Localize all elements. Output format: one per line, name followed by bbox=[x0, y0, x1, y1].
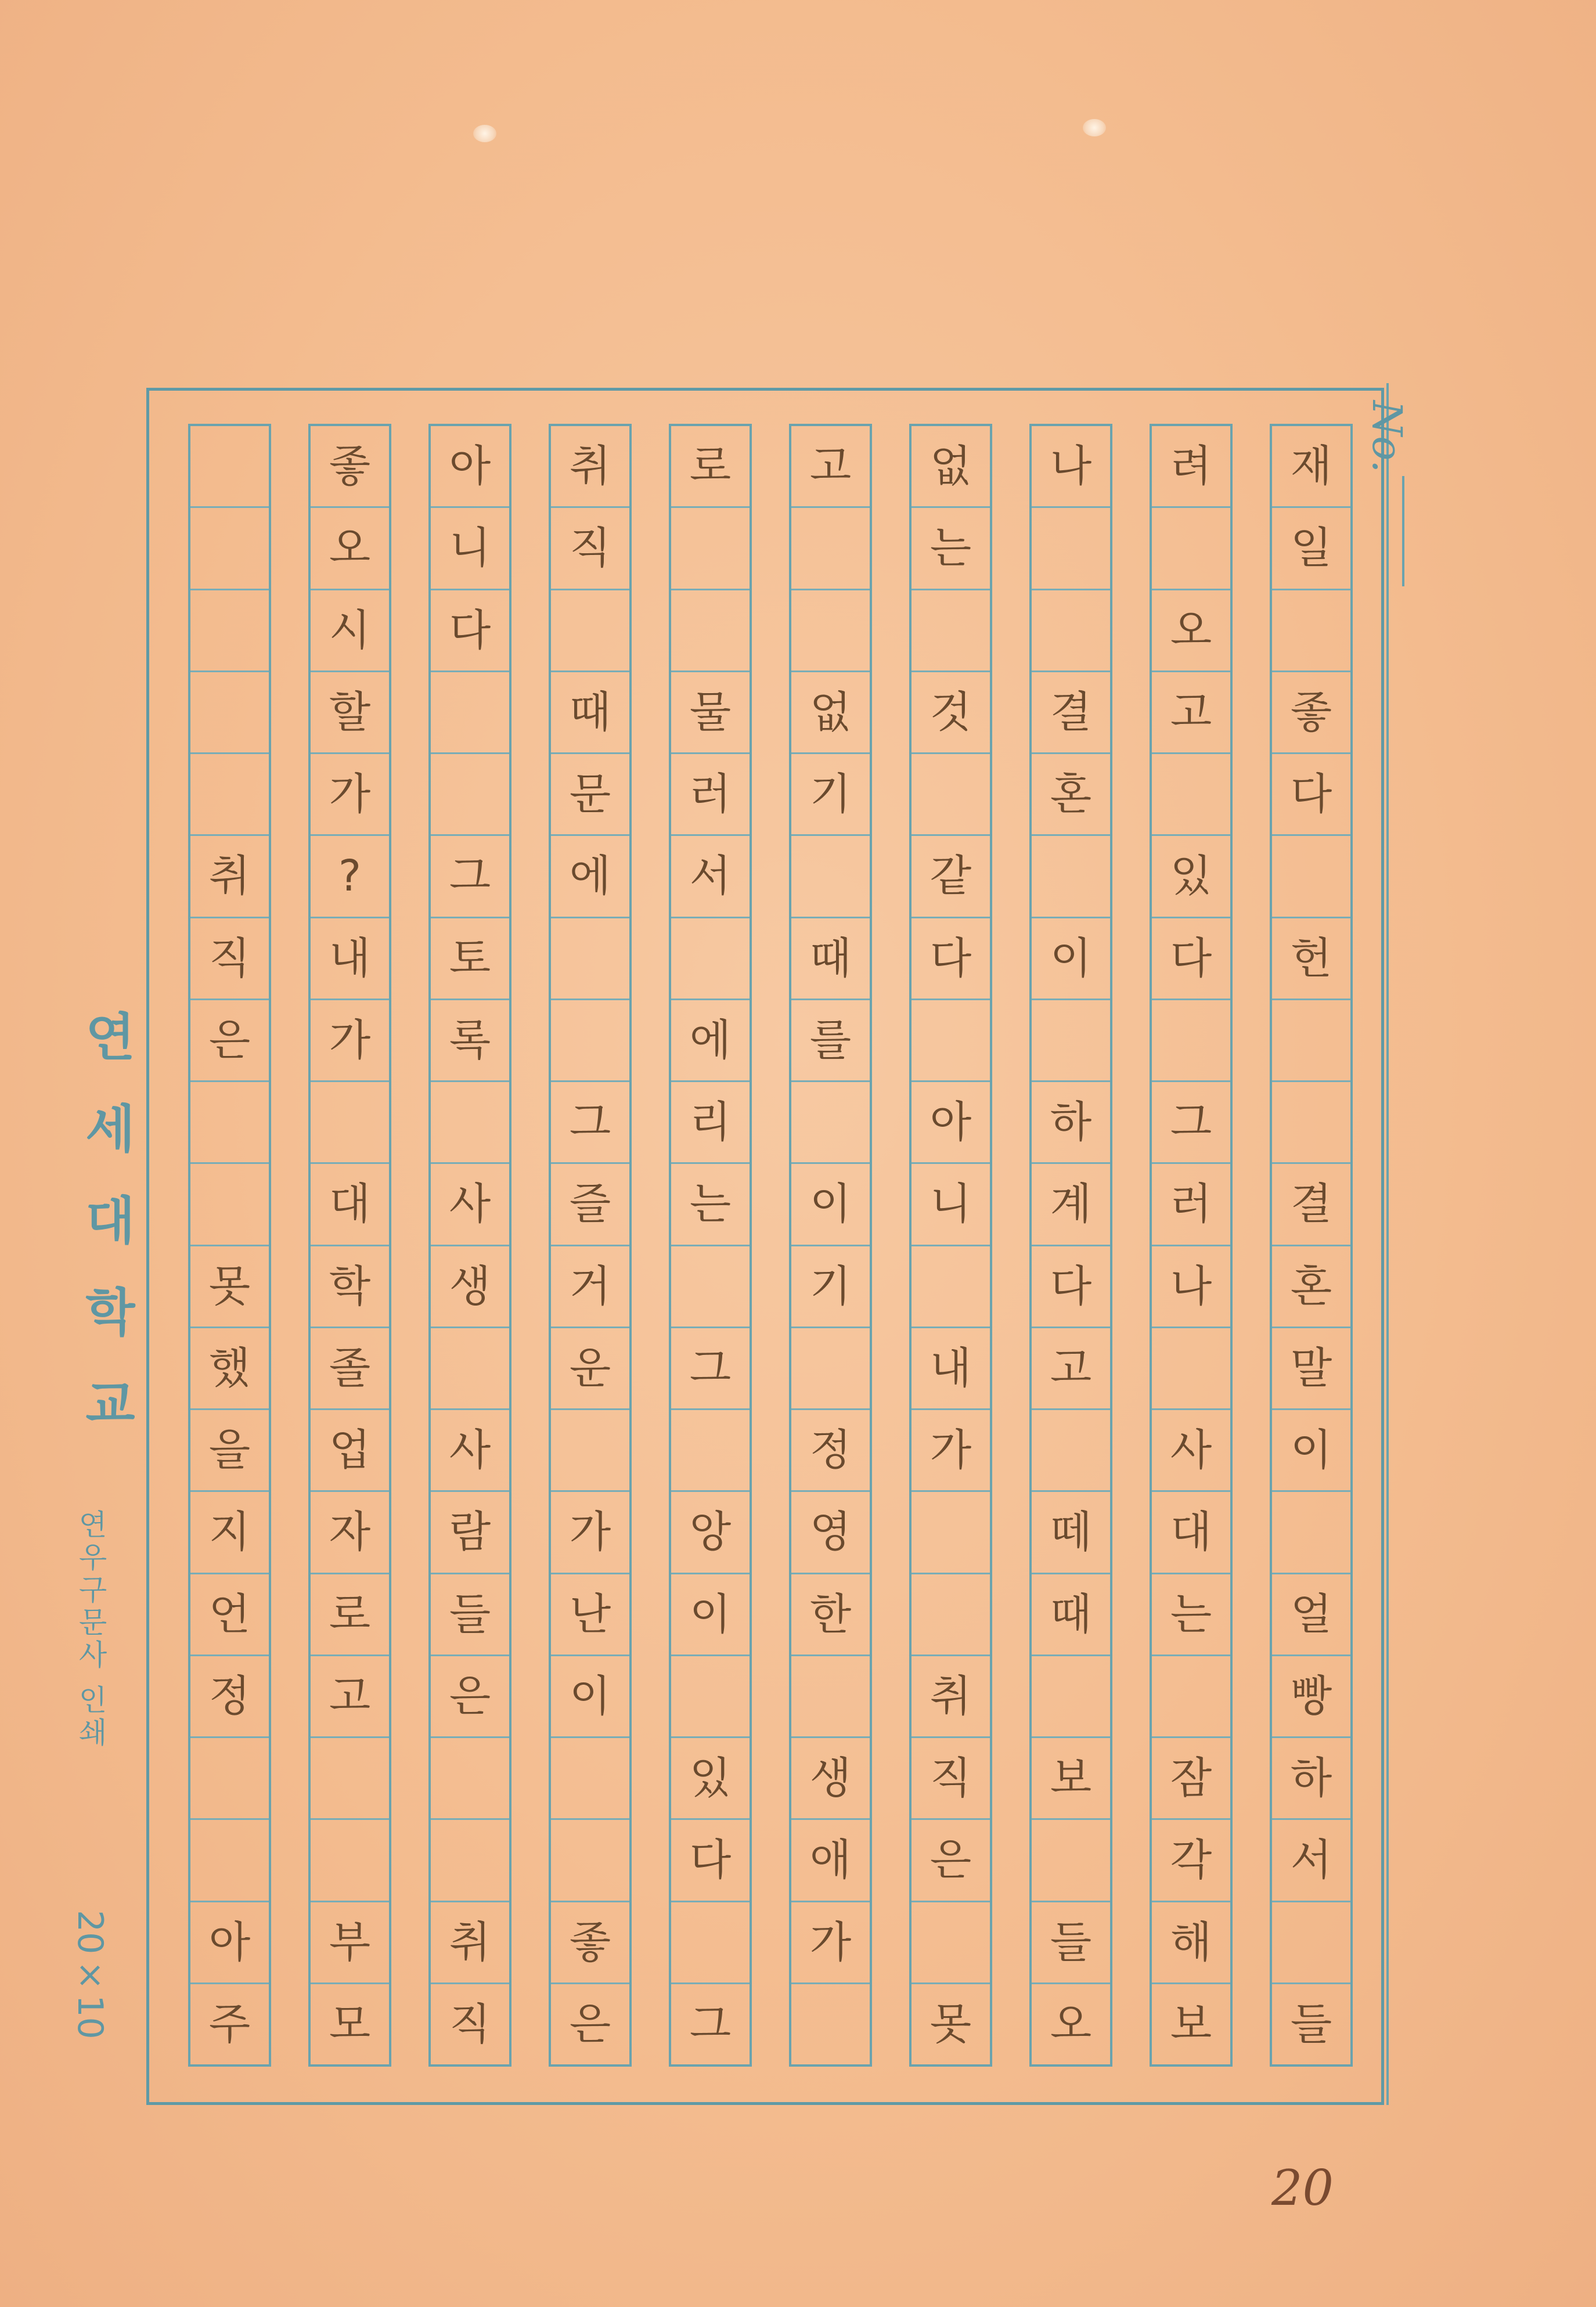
manuscript-cell bbox=[190, 1164, 269, 1246]
manuscript-cell bbox=[1152, 754, 1230, 836]
manuscript-cell: 일 bbox=[1272, 508, 1350, 590]
manuscript-cell bbox=[551, 1410, 629, 1492]
manuscript-cell: 이 bbox=[1032, 918, 1110, 1000]
manuscript-cell bbox=[1032, 836, 1110, 918]
manuscript-cell bbox=[1032, 508, 1110, 590]
manuscript-column bbox=[188, 424, 271, 2067]
manuscript-cell bbox=[791, 1656, 870, 1738]
manuscript-cell: 할 bbox=[311, 672, 389, 754]
manuscript-cell bbox=[912, 754, 990, 836]
manuscript-cell: 다 bbox=[431, 590, 509, 672]
manuscript-cell: 해 bbox=[1152, 1902, 1230, 1984]
manuscript-cell: 다 bbox=[912, 918, 990, 1000]
manuscript-cell bbox=[912, 1574, 990, 1656]
manuscript-cell: 가 bbox=[311, 1000, 389, 1082]
manuscript-cell: 다 bbox=[1032, 1246, 1110, 1328]
manuscript-cell: 사 bbox=[431, 1164, 509, 1246]
manuscript-cell bbox=[1272, 1902, 1350, 1984]
manuscript-cell: 에 bbox=[671, 1000, 750, 1082]
manuscript-cell: 가 bbox=[912, 1410, 990, 1492]
manuscript-cell: 취 bbox=[431, 1902, 509, 1984]
manuscript-cell bbox=[190, 426, 269, 508]
manuscript-cell bbox=[791, 1984, 870, 2064]
manuscript-cell: 하 bbox=[1272, 1738, 1350, 1820]
manuscript-cell: 없 bbox=[791, 672, 870, 754]
manuscript-cell bbox=[1032, 590, 1110, 672]
manuscript-cell bbox=[551, 1000, 629, 1082]
manuscript-column bbox=[428, 424, 511, 2067]
manuscript-cell: 그 bbox=[431, 836, 509, 918]
manuscript-cell: 한 bbox=[791, 1574, 870, 1656]
manuscript-cell: 그 bbox=[671, 1328, 750, 1410]
manuscript-cell: 즐 bbox=[551, 1164, 629, 1246]
manuscript-cell: 그 bbox=[1152, 1082, 1230, 1164]
manuscript-cell: 들 bbox=[1032, 1902, 1110, 1984]
manuscript-cell bbox=[671, 1246, 750, 1328]
manuscript-cell bbox=[791, 1328, 870, 1410]
manuscript-cell: 니 bbox=[431, 508, 509, 590]
manuscript-cell: 러 bbox=[1152, 1164, 1230, 1246]
manuscript-cell bbox=[912, 1492, 990, 1574]
manuscript-cell: 내 bbox=[912, 1328, 990, 1410]
manuscript-cell: 좋 bbox=[1272, 672, 1350, 754]
manuscript-cell bbox=[1272, 1492, 1350, 1574]
manuscript-cell: 것 bbox=[912, 672, 990, 754]
manuscript-cell: 때 bbox=[791, 918, 870, 1000]
manuscript-column bbox=[1150, 424, 1233, 2067]
manuscript-cell: 록 bbox=[431, 1000, 509, 1082]
manuscript-cell: 다 bbox=[1152, 918, 1230, 1000]
manuscript-cell: 운 bbox=[551, 1328, 629, 1410]
manuscript-cell: 려 bbox=[1152, 426, 1230, 508]
manuscript-cell: 그 bbox=[551, 1082, 629, 1164]
manuscript-cell: 없 bbox=[912, 426, 990, 508]
manuscript-cell: 아 bbox=[912, 1082, 990, 1164]
manuscript-cell bbox=[551, 1738, 629, 1820]
manuscript-grid bbox=[174, 424, 1353, 2067]
manuscript-cell: 고 bbox=[1032, 1328, 1110, 1410]
manuscript-cell bbox=[791, 1082, 870, 1164]
manuscript-cell bbox=[190, 672, 269, 754]
manuscript-cell: 영 bbox=[791, 1492, 870, 1574]
manuscript-cell: 가 bbox=[791, 1902, 870, 1984]
manuscript-cell: 문 bbox=[551, 754, 629, 836]
manuscript-cell: 그 bbox=[689, 1999, 732, 2049]
manuscript-cell: 있 bbox=[671, 1738, 750, 1820]
manuscript-cell: 애 bbox=[791, 1820, 870, 1902]
manuscript-cell: 못 bbox=[930, 1999, 972, 2049]
manuscript-cell: 빵 bbox=[1272, 1656, 1350, 1738]
manuscript-cell: 부 bbox=[311, 1902, 389, 1984]
manuscript-cell: 같 bbox=[912, 836, 990, 918]
manuscript-cell bbox=[671, 508, 750, 590]
manuscript-column bbox=[1029, 424, 1112, 2067]
manuscript-cell bbox=[791, 508, 870, 590]
manuscript-column bbox=[308, 424, 391, 2067]
manuscript-cell bbox=[431, 672, 509, 754]
manuscript-cell bbox=[1152, 1656, 1230, 1738]
manuscript-cell bbox=[431, 1738, 509, 1820]
manuscript-cell: 좋 bbox=[311, 426, 389, 508]
manuscript-cell: 나 bbox=[1032, 426, 1110, 508]
manuscript-cell bbox=[671, 1410, 750, 1492]
manuscript-cell: 토 bbox=[431, 918, 509, 1000]
manuscript-cell bbox=[1032, 1000, 1110, 1082]
manuscript-cell: 이 bbox=[791, 1164, 870, 1246]
manuscript-cell: 취 bbox=[912, 1656, 990, 1738]
manuscript-cell: 못 bbox=[190, 1246, 269, 1328]
manuscript-cell bbox=[551, 590, 629, 672]
university-name: 연세대학교 bbox=[77, 1010, 136, 1469]
manuscript-cell: 서 bbox=[671, 836, 750, 918]
manuscript-cell: 니 bbox=[912, 1164, 990, 1246]
page-number: 20 bbox=[1271, 2160, 1334, 2216]
manuscript-cell: 이 bbox=[551, 1656, 629, 1738]
manuscript-cell: 결 bbox=[1272, 1164, 1350, 1246]
manuscript-cell: 직 bbox=[912, 1738, 990, 1820]
manuscript-cell: 리 bbox=[671, 1082, 750, 1164]
manuscript-cell bbox=[671, 1902, 750, 1984]
manuscript-cell: 은 bbox=[431, 1656, 509, 1738]
manuscript-cell: 오 bbox=[311, 508, 389, 590]
manuscript-cell bbox=[1032, 1820, 1110, 1902]
manuscript-cell: 보 bbox=[1170, 1999, 1212, 2049]
manuscript-cell: 정 bbox=[190, 1656, 269, 1738]
manuscript-cell: 하 bbox=[1032, 1082, 1110, 1164]
manuscript-column bbox=[1270, 424, 1353, 2067]
manuscript-cell: 은 bbox=[190, 1000, 269, 1082]
manuscript-cell bbox=[671, 1656, 750, 1738]
manuscript-cell: 아 bbox=[431, 426, 509, 508]
manuscript-cell bbox=[1032, 1410, 1110, 1492]
manuscript-cell bbox=[431, 1082, 509, 1164]
manuscript-cell bbox=[912, 1902, 990, 1984]
manuscript-cell: 취 bbox=[551, 426, 629, 508]
manuscript-cell bbox=[431, 1820, 509, 1902]
manuscript-cell bbox=[912, 1000, 990, 1082]
manuscript-cell: 기 bbox=[791, 1246, 870, 1328]
manuscript-cell: 사 bbox=[1152, 1410, 1230, 1492]
manuscript-cell bbox=[431, 1328, 509, 1410]
manuscript-cell: 생 bbox=[431, 1246, 509, 1328]
manuscript-cell: 있 bbox=[1152, 836, 1230, 918]
manuscript-cell: 들 bbox=[1290, 1999, 1332, 2049]
manuscript-cell: 사 bbox=[431, 1410, 509, 1492]
manuscript-cell: 계 bbox=[1032, 1164, 1110, 1246]
manuscript-cell: 가 bbox=[551, 1492, 629, 1574]
manuscript-cell: 했 bbox=[190, 1328, 269, 1410]
manuscript-cell: 자 bbox=[311, 1492, 389, 1574]
manuscript-cell: 는 bbox=[1152, 1574, 1230, 1656]
manuscript-cell: 헌 bbox=[1272, 918, 1350, 1000]
manuscript-cell: 학 bbox=[311, 1246, 389, 1328]
manuscript-cell: 에 bbox=[551, 836, 629, 918]
manuscript-cell: 로 bbox=[671, 426, 750, 508]
manuscript-cell bbox=[551, 1820, 629, 1902]
manuscript-cell: 러 bbox=[671, 754, 750, 836]
manuscript-cell: 을 bbox=[190, 1410, 269, 1492]
manuscript-cell: 취 bbox=[190, 836, 269, 918]
manuscript-cell: 혼 bbox=[1272, 1246, 1350, 1328]
manuscript-cell: 고 bbox=[1152, 672, 1230, 754]
manuscript-cell: 서 bbox=[1272, 1820, 1350, 1902]
manuscript-cell: 각 bbox=[1152, 1820, 1230, 1902]
manuscript-cell: 아 bbox=[190, 1902, 269, 1984]
manuscript-cell: 를 bbox=[791, 1000, 870, 1082]
manuscript-cell: 재 bbox=[1272, 426, 1350, 508]
manuscript-cell: 은 bbox=[912, 1820, 990, 1902]
manuscript-cell: 다 bbox=[671, 1820, 750, 1902]
manuscript-cell bbox=[791, 836, 870, 918]
manuscript-cell bbox=[1152, 1000, 1230, 1082]
manuscript-cell bbox=[791, 590, 870, 672]
manuscript-cell: 떼 bbox=[1032, 1492, 1110, 1574]
manuscript-cell: 물 bbox=[671, 672, 750, 754]
manuscript-cell bbox=[311, 1820, 389, 1902]
manuscript-cell: 때 bbox=[1032, 1574, 1110, 1656]
manuscript-cell: 고 bbox=[311, 1656, 389, 1738]
manuscript-cell: 졸 bbox=[311, 1328, 389, 1410]
manuscript-cell: 정 bbox=[791, 1410, 870, 1492]
pin-mark bbox=[1083, 119, 1106, 136]
side-rule bbox=[1386, 383, 1389, 2105]
no-line bbox=[1402, 476, 1404, 586]
grid-size-mark: 20×10 bbox=[70, 1910, 110, 2039]
manuscript-cell bbox=[551, 918, 629, 1000]
manuscript-cell: 지 bbox=[190, 1492, 269, 1574]
manuscript-cell: 대 bbox=[311, 1164, 389, 1246]
manuscript-cell bbox=[1272, 590, 1350, 672]
manuscript-cell bbox=[912, 1246, 990, 1328]
manuscript-cell: 는 bbox=[912, 508, 990, 590]
manuscript-cell: 때 bbox=[551, 672, 629, 754]
manuscript-cell: 모 bbox=[329, 1999, 371, 2049]
manuscript-cell: 결 bbox=[1032, 672, 1110, 754]
manuscript-cell: 직 bbox=[449, 1999, 491, 2049]
manuscript-cell: 로 bbox=[311, 1574, 389, 1656]
manuscript-cell: 람 bbox=[431, 1492, 509, 1574]
manuscript-cell bbox=[311, 1738, 389, 1820]
manuscript-cell bbox=[190, 590, 269, 672]
manuscript-cell: 보 bbox=[1032, 1738, 1110, 1820]
manuscript-cell bbox=[311, 1082, 389, 1164]
manuscript-cell: 오 bbox=[1152, 590, 1230, 672]
manuscript-cell: 잠 bbox=[1152, 1738, 1230, 1820]
manuscript-cell bbox=[912, 590, 990, 672]
manuscript-cell: 다 bbox=[1272, 754, 1350, 836]
manuscript-cell: 좋 bbox=[551, 1902, 629, 1984]
manuscript-cell: 오 bbox=[1050, 1999, 1092, 2049]
manuscript-cell: 고 bbox=[791, 426, 870, 508]
manuscript-cell bbox=[1152, 508, 1230, 590]
manuscript-cell: 이 bbox=[1272, 1410, 1350, 1492]
manuscript-cell bbox=[1272, 1000, 1350, 1082]
manuscript-cell: 직 bbox=[551, 508, 629, 590]
manuscript-cell: 혼 bbox=[1032, 754, 1110, 836]
manuscript-cell bbox=[190, 508, 269, 590]
manuscript-cell: 업 bbox=[311, 1410, 389, 1492]
manuscript-cell bbox=[671, 590, 750, 672]
manuscript-cell: 은 bbox=[569, 1999, 611, 2049]
manuscript-column bbox=[669, 424, 752, 2067]
manuscript-cell bbox=[190, 754, 269, 836]
manuscript-cell bbox=[431, 754, 509, 836]
manuscript-cell: 언 bbox=[190, 1574, 269, 1656]
manuscript-cell: ? bbox=[311, 836, 389, 918]
manuscript-cell bbox=[190, 1820, 269, 1902]
manuscript-cell bbox=[190, 1738, 269, 1820]
manuscript-cell: 기 bbox=[791, 754, 870, 836]
manuscript-cell: 난 bbox=[551, 1574, 629, 1656]
manuscript-cell: 이 bbox=[671, 1574, 750, 1656]
manuscript-column bbox=[789, 424, 872, 2067]
manuscript-cell: 가 bbox=[311, 754, 389, 836]
manuscript-cell bbox=[190, 1082, 269, 1164]
printer-name: 연우구문사 인쇄 bbox=[74, 1509, 107, 1750]
manuscript-cell: 말 bbox=[1272, 1328, 1350, 1410]
pin-mark bbox=[473, 125, 496, 142]
manuscript-cell: 얼 bbox=[1272, 1574, 1350, 1656]
manuscript-cell: 직 bbox=[190, 918, 269, 1000]
manuscript-cell: 앙 bbox=[671, 1492, 750, 1574]
manuscript-column bbox=[549, 424, 632, 2067]
manuscript-cell bbox=[1152, 1328, 1230, 1410]
no-label: No. bbox=[1363, 401, 1411, 473]
manuscript-cell bbox=[1032, 1656, 1110, 1738]
manuscript-cell: 생 bbox=[791, 1738, 870, 1820]
manuscript-cell bbox=[1272, 836, 1350, 918]
manuscript-cell: 시 bbox=[311, 590, 389, 672]
manuscript-cell: 나 bbox=[1152, 1246, 1230, 1328]
manuscript-cell: 들 bbox=[431, 1574, 509, 1656]
manuscript-cell: 내 bbox=[311, 918, 389, 1000]
manuscript-cell bbox=[671, 918, 750, 1000]
manuscript-cell: 는 bbox=[671, 1164, 750, 1246]
manuscript-cell bbox=[1272, 1082, 1350, 1164]
manuscript-cell: 거 bbox=[551, 1246, 629, 1328]
manuscript-cell: 대 bbox=[1152, 1492, 1230, 1574]
manuscript-cell: 주 bbox=[208, 1999, 251, 2049]
manuscript-column bbox=[909, 424, 992, 2067]
